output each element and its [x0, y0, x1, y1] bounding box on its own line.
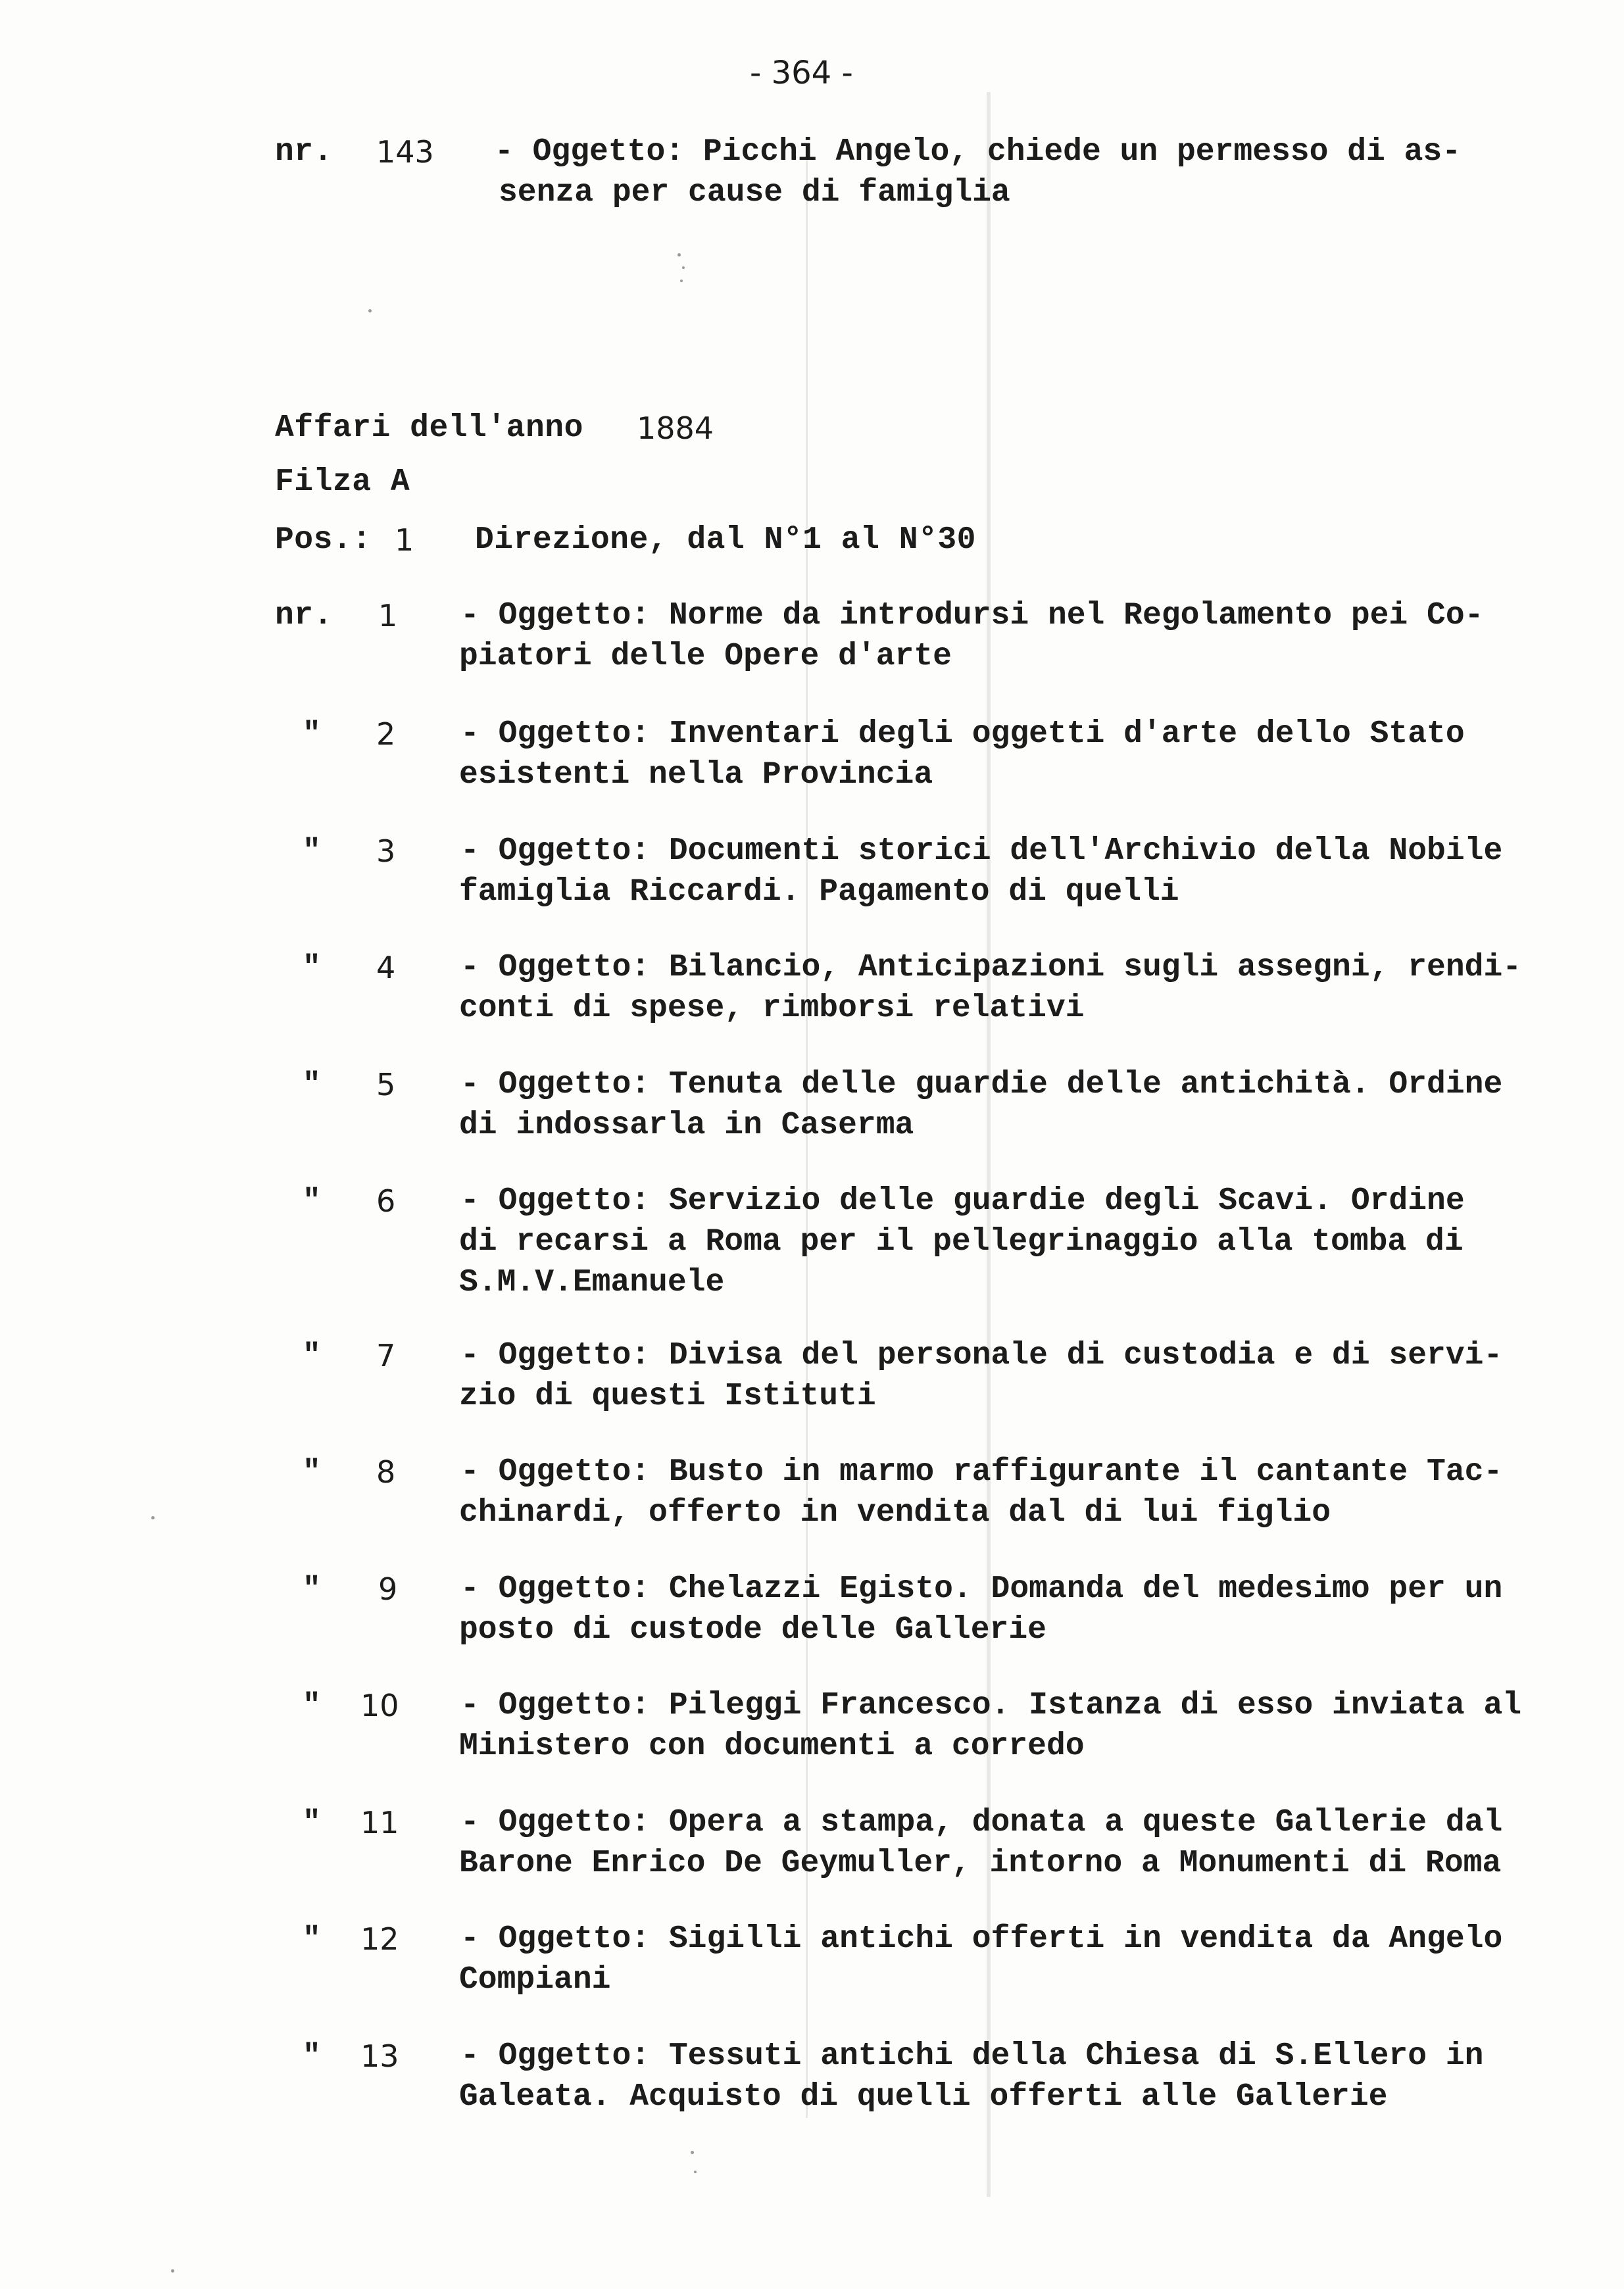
entry-text-line: Compiani	[459, 1962, 611, 1998]
entry-number: 2	[376, 716, 396, 752]
entry-text-line: di indossarla in Caserma	[459, 1108, 914, 1143]
ditto-mark: "	[303, 1339, 321, 1373]
entry-number: 8	[376, 1454, 396, 1490]
affari-label: Affari dell'anno	[275, 410, 583, 446]
pos-number: 1	[395, 522, 414, 558]
pos-description: Direzione, dal N°1 al N°30	[475, 522, 976, 558]
entry-text-line: - Oggetto: Picchi Angelo, chiede un permesso di as-	[495, 134, 1462, 170]
ditto-mark: "	[303, 1806, 321, 1840]
filza-label: Filza A	[275, 464, 410, 500]
entry-text-line: senza per cause di famiglia	[499, 175, 1010, 210]
entry-number: 4	[376, 950, 396, 985]
entry-text-line: - Oggetto: Sigilli antichi offerti in vendita da Angelo	[460, 1921, 1503, 1957]
ditto-mark: "	[303, 1184, 321, 1218]
entry-text-line: - Oggetto: Documenti storici dell'Archivio della Nobile	[460, 833, 1503, 869]
entry-text-line: di recarsi a Roma per il pellegrinaggio alla tomba di	[459, 1224, 1464, 1260]
entry-text-line: - Oggetto: Norme da introdursi nel Regolamento pei Co-	[460, 598, 1484, 633]
entry-number: 10	[360, 1688, 399, 1723]
ditto-mark: "	[303, 1068, 321, 1102]
entry-prefix: nr.	[275, 134, 333, 170]
entry-text-line: - Oggetto: Inventari degli oggetti d'arte dello Stato	[460, 716, 1465, 752]
ditto-mark: "	[303, 950, 321, 985]
entry-number: 9	[378, 1571, 398, 1607]
entry-text-line: - Oggetto: Divisa del personale di custodia e di servi-	[460, 1338, 1503, 1373]
ditto-mark: "	[303, 834, 321, 868]
entry-number: 6	[376, 1183, 396, 1219]
pos-label: Pos.:	[275, 522, 372, 558]
entry-number: 7	[376, 1338, 396, 1373]
entry-text-line: chinardi, offerto in vendita dal di lui figlio	[459, 1495, 1331, 1531]
entry-number: 11	[360, 1805, 399, 1840]
ditto-mark: "	[303, 1922, 321, 1956]
entry-text-line: piatori delle Opere d'arte	[459, 639, 952, 674]
ditto-mark: "	[303, 717, 321, 751]
entry-text-line: - Oggetto: Tessuti antichi della Chiesa di S.Ellero in	[460, 2038, 1484, 2074]
scan-speck	[680, 280, 683, 282]
entry-text-line: - Oggetto: Opera a stampa, donata a queste Gallerie dal	[460, 1805, 1503, 1840]
entry-text-line: - Oggetto: Bilancio, Anticipazioni sugli assegni, rendi-	[460, 950, 1522, 985]
ditto-mark: "	[303, 1572, 321, 1606]
scan-speck	[691, 2151, 694, 2154]
entry-number: 1	[378, 598, 398, 633]
ditto-mark: "	[303, 2039, 321, 2073]
entry-text-line: - Oggetto: Servizio delle guardie degli Scavi. Ordine	[460, 1183, 1465, 1219]
scan-speck	[151, 1516, 155, 1519]
entry-text-line: famiglia Riccardi. Pagamento di quelli	[459, 874, 1179, 910]
entry-text-line: posto di custode delle Gallerie	[459, 1612, 1046, 1648]
entry-text-line: Barone Enrico De Geymuller, intorno a Monumenti di Roma	[459, 1846, 1502, 1881]
scan-speck	[682, 266, 685, 269]
entry-text-line: - Oggetto: Tenuta delle guardie delle antichità. Ordine	[460, 1067, 1503, 1102]
ditto-mark: "	[303, 1688, 321, 1723]
entry-text-line: zio di questi Istituti	[459, 1379, 876, 1414]
entry-number: 13	[360, 2038, 399, 2074]
entry-text-line: - Oggetto: Chelazzi Egisto. Domanda del medesimo per un	[460, 1571, 1503, 1607]
entry-text-line: Ministero con documenti a corredo	[459, 1729, 1085, 1764]
scan-speck	[171, 2269, 174, 2273]
entry-text-line: Galeata. Acquisto di quelli offerti alle Gallerie	[459, 2079, 1388, 2115]
entry-number: 143	[376, 134, 434, 170]
scan-speck	[694, 2171, 697, 2173]
entry-number: 5	[376, 1067, 396, 1102]
entry-number: 3	[376, 833, 396, 869]
entry-text-line: conti di spese, rimborsi relativi	[459, 991, 1085, 1026]
scan-speck	[677, 253, 681, 257]
affari-year: 1884	[637, 410, 714, 446]
entry-text-line: S.M.V.Emanuele	[459, 1265, 725, 1300]
scan-speck	[368, 309, 372, 312]
entry-prefix: nr.	[275, 598, 333, 633]
entry-number: 12	[360, 1921, 399, 1957]
page-number: - 364 -	[750, 55, 853, 91]
entry-text-line: esistenti nella Provincia	[459, 757, 933, 793]
ditto-mark: "	[303, 1455, 321, 1489]
entry-text-line: - Oggetto: Busto in marmo raffigurante il cantante Tac-	[460, 1454, 1503, 1490]
entry-text-line: - Oggetto: Pileggi Francesco. Istanza di esso inviata al	[460, 1688, 1522, 1723]
